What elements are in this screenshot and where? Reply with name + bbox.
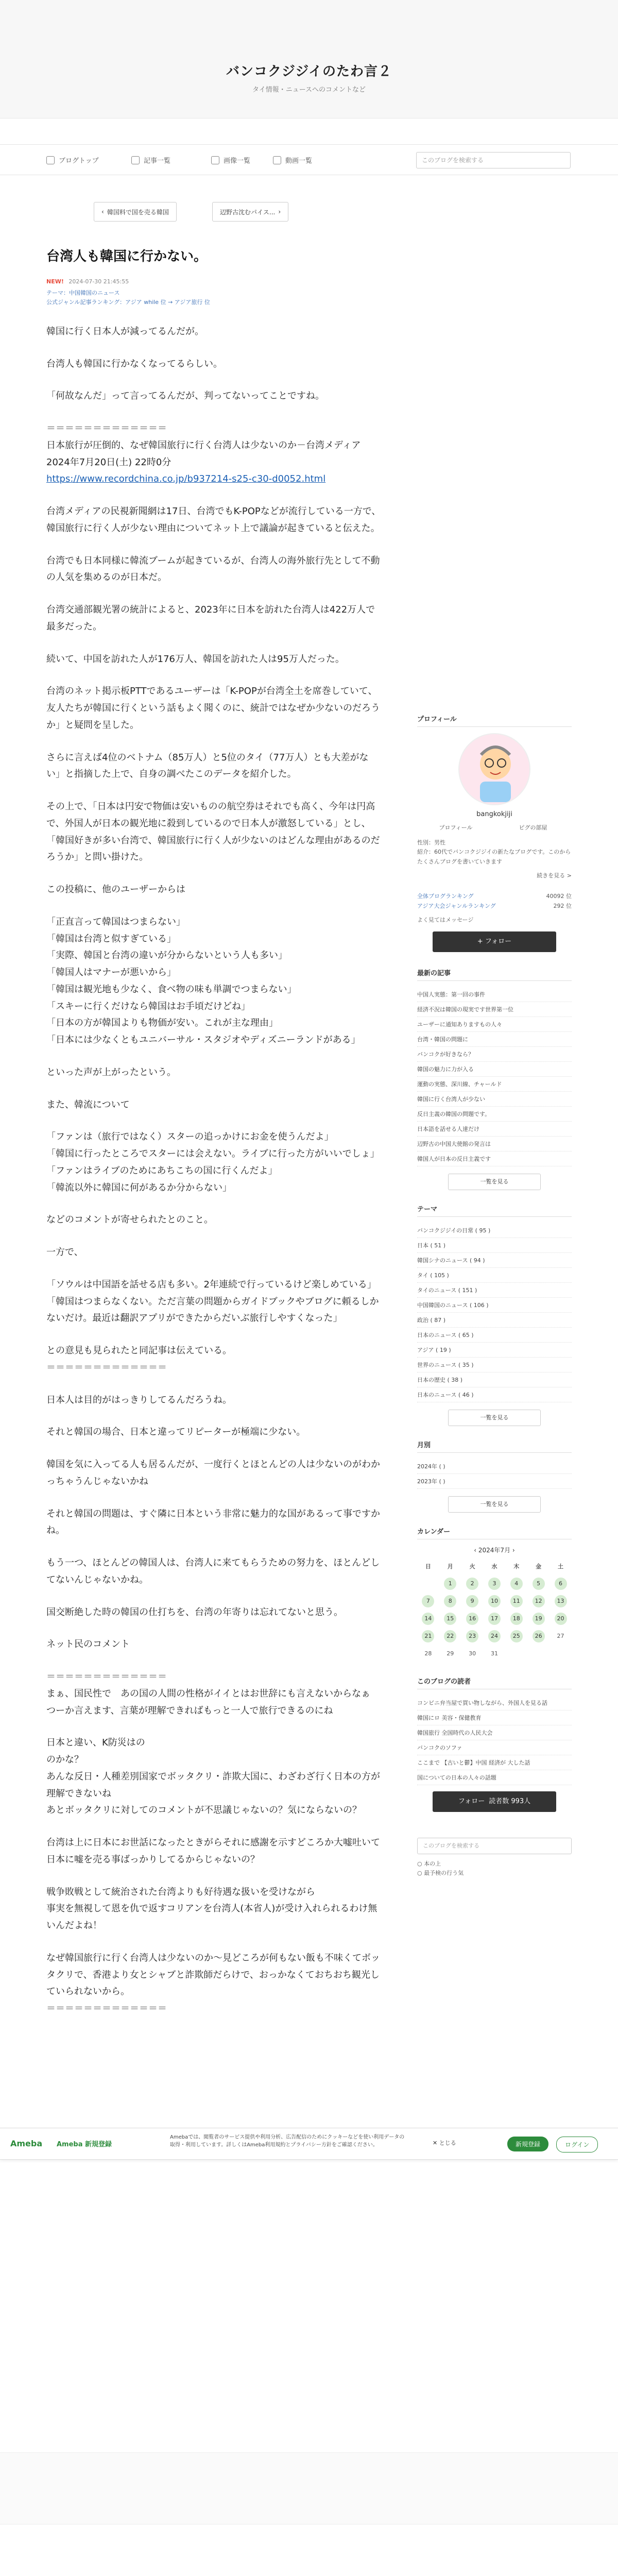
ranking-label: アジア大会ジャンルランキング <box>417 903 496 910</box>
archive-item[interactable]: 2023年 ( ) <box>417 1474 572 1489</box>
paragraph: もう一つ、ほとんどの韓国人は、台湾人に来てもらうための努力を、ほとんどしてないんじゃないかね。 <box>46 1557 380 1585</box>
paragraph: 台湾メディアの民視新聞網は17日、台湾でもK-POPなどが流行している一方で、韓国旅行に行く人が少ない理由についてネット上で議論が起きていると伝えた。 <box>46 506 381 534</box>
calendar-day[interactable]: 12 <box>527 1592 550 1610</box>
calendar-heading: カレンダー <box>417 1526 572 1539</box>
profile-more-link[interactable]: 続きを見る > <box>537 872 572 879</box>
cookie-close-label: とじる <box>439 2140 456 2146</box>
paragraph: 一方で、 <box>46 1247 83 1258</box>
paragraph: 国交断絶した時の韓国の仕打ちを、台湾の年寄りは忘れてないと思う。 <box>46 1606 343 1618</box>
calendar-day[interactable]: 25 <box>505 1628 527 1645</box>
cookie-close[interactable]: ✕ とじる <box>433 2140 456 2146</box>
profile-bio: 性別：男性 紹介：60代でバンコクジジイの新たなブログです。このからたくさんブログを書いていきます <box>417 839 571 866</box>
calendar-month <box>417 1546 572 1554</box>
weekday: 月 <box>447 1563 453 1570</box>
new-badge: NEW! <box>46 278 64 285</box>
theme-item[interactable]: 日本のニュース ( 65 ) <box>417 1328 572 1343</box>
article-body <box>46 324 381 2018</box>
article <box>46 247 381 2033</box>
calendar-day[interactable]: 15 <box>439 1610 461 1628</box>
calendar-day[interactable]: 24 <box>484 1628 506 1645</box>
home-icon <box>46 156 55 164</box>
paragraph: との意見も見られたと同記事は伝えている。 ＝＝＝＝＝＝＝＝＝＝＝＝＝ <box>46 1345 232 1373</box>
theme-item[interactable]: 中国韓国のニュース ( 106 ) <box>417 1298 572 1313</box>
calendar-day[interactable]: 20 <box>550 1610 572 1628</box>
calendar-day[interactable]: 7 <box>417 1592 439 1610</box>
prev-article-label: 韓国料で国を売る韓国 <box>107 208 169 216</box>
paragraph: 韓国を気に入ってる人も居るんだが、一度行くとほとんどの人は少ないのがわかっちゃうんじゃないかね <box>46 1459 380 1487</box>
list-item[interactable]: ユーザーに通知ありますもの人々 <box>417 1017 572 1032</box>
ranking-value: 292 位 <box>553 903 572 910</box>
calendar-week <box>417 1610 572 1628</box>
theme-item[interactable]: タイ ( 105 ) <box>417 1268 572 1283</box>
archive-item[interactable]: 2024年 ( ) <box>417 1459 572 1474</box>
list-item[interactable]: 韓国の魅力に力が入る <box>417 1062 572 1077</box>
calendar-day <box>527 1645 550 1663</box>
tab-profile[interactable]: プロフィール <box>439 824 473 831</box>
blog-header <box>0 0 618 118</box>
nav-videos[interactable] <box>273 155 312 165</box>
paragraph: それと韓国の場合、日本と違ってリピーターが極端に少ない。 <box>46 1427 306 1438</box>
weekday: 木 <box>513 1563 520 1570</box>
calendar-day <box>417 1575 439 1592</box>
prev-article-button[interactable] <box>94 202 177 222</box>
paragraph: また、韓流について <box>46 1099 130 1110</box>
calendar-day[interactable]: 22 <box>439 1628 461 1645</box>
theme-item[interactable]: 日本の歴史 ( 38 ) <box>417 1372 572 1387</box>
calendar-day: 31 <box>490 1650 498 1657</box>
paragraph: といった声が上がったという。 <box>46 1066 176 1078</box>
list-item[interactable]: 中国人実態：第一回の事件 <box>417 987 572 1002</box>
reader-count: 読者数 993人 <box>489 1797 531 1805</box>
calendar-day: 27 <box>557 1633 564 1639</box>
paragraph: 台湾のネット掲示板PTTであるユーザーは「K-POPが台湾全土を席巻していて、友人たちが韓国に行くという話もよく聞くのに、統計ではなぜか少ないのだろうか」と疑問を呈した。 <box>46 686 380 731</box>
reader-item[interactable]: ここまで 【古いと鬱】中国 経済が 大した話 <box>417 1755 572 1770</box>
list-icon <box>131 156 140 164</box>
calendar-week <box>417 1575 572 1592</box>
calendar-day[interactable]: 17 <box>484 1610 506 1628</box>
weekday: 火 <box>469 1563 475 1570</box>
calendar-day[interactable]: 3 <box>484 1575 506 1592</box>
article-meta <box>46 277 381 286</box>
latest-list <box>417 987 572 1166</box>
paragraph: 日本人は目的がはっきりしてるんだろうね。 <box>46 1394 232 1405</box>
blog-title[interactable]: バンコクジジイのたわ言２ <box>226 64 392 79</box>
video-icon <box>273 156 281 164</box>
calendar-week <box>417 1645 572 1663</box>
paragraph: この投稿に、他のユーザーからは <box>46 884 185 895</box>
calendar-day[interactable]: 13 <box>550 1592 572 1610</box>
theme-item[interactable]: 政治 ( 87 ) <box>417 1313 572 1328</box>
paragraph: などのコメントが寄せられたとのこと。 <box>46 1214 213 1226</box>
calendar-day[interactable]: 6 <box>550 1575 572 1592</box>
article-title[interactable]: 台湾人も韓国に行かない。 <box>46 249 208 264</box>
reader-item[interactable]: 韓国にロ 美容・保健教育 <box>417 1710 572 1725</box>
calendar-week <box>417 1592 572 1610</box>
ameba-logo[interactable]: Ameba <box>10 2139 43 2148</box>
follow-label: フォロー <box>458 1797 485 1805</box>
paragraph: ネット民のコメント <box>46 1639 130 1650</box>
theme-item[interactable]: 日本のニュース ( 46 ) <box>417 1387 572 1402</box>
sidebar-search-input[interactable]: このブログを検索する <box>417 1838 572 1854</box>
calendar-day: 29 <box>447 1650 454 1657</box>
article-ranking[interactable]: 公式ジャンル記事ランキング：アジア while 位 → アジア旅行 位 <box>46 298 210 306</box>
calendar-day[interactable]: 23 <box>461 1628 484 1645</box>
calendar-day <box>550 1645 572 1663</box>
chevron-right-icon[interactable]: › <box>512 1546 515 1554</box>
paragraph: 台湾は上に日本にお世話になったときがらそれに感謝を示すどころか大嘘吐いて日本に嘘を売る事ばっかりしてるからじゃないの？ <box>46 1837 380 1865</box>
paragraph: 韓国に行く日本人が減ってるんだが。 <box>46 326 204 337</box>
calendar-day[interactable]: 21 <box>417 1628 439 1645</box>
search-option-label: 最予検の行う気 <box>424 1870 464 1877</box>
register-button[interactable]: 新規登録 <box>507 2137 548 2151</box>
paragraph: ＝＝＝＝＝＝＝＝＝＝＝＝＝ まぁ、国民性で あの国の人間の性格がイイとはお世辞にも言えないからなぁ つーか言えます、言葉が理解できればもっと一人で旅行できるのにね <box>46 1671 371 1716</box>
tab-pigg-room[interactable]: ピグの部屋 <box>519 824 547 831</box>
list-item[interactable]: 反日主義の韓国の問題です。 <box>417 1107 572 1122</box>
list-item[interactable]: 辺野古の中国大使館の発言は <box>417 1137 572 1151</box>
list-item[interactable]: 韓国に行く台湾人が少ない <box>417 1092 572 1107</box>
chevron-right-icon: › <box>278 208 281 215</box>
calendar-month-label: 2024年7月 <box>478 1546 511 1554</box>
ameba-register-logo[interactable]: Ameba 新規登録 <box>57 2141 112 2148</box>
theme-more-button[interactable]: 一覧を見る <box>448 1410 541 1426</box>
calendar <box>417 1557 572 1663</box>
theme-item[interactable]: 世界のニュース ( 35 ) <box>417 1358 572 1372</box>
avatar[interactable] <box>458 733 530 805</box>
theme-heading: テーマ <box>417 1204 572 1217</box>
calendar-day[interactable]: 8 <box>439 1592 461 1610</box>
ranking-row[interactable] <box>417 892 572 902</box>
calendar-week <box>417 1628 572 1645</box>
profile-name[interactable]: bangkokjiji <box>476 810 512 818</box>
paragraph: 台湾人も韓国に行かなくなってるらしい。 <box>46 358 222 369</box>
theme-list <box>417 1223 572 1402</box>
paragraph: 「ソウルは中国語を話せる店も多い。2年連続で行っているけど楽しめている」 「韓国はつまらなくない。ただ言葉の問題からガイドブックやブログに頼るしかないだけ。最近は翻訳アプリができたからだいぶ旅行しやすくなった」 <box>46 1279 379 1324</box>
nav-articles[interactable] <box>131 155 170 165</box>
calendar-day[interactable]: 1 <box>439 1575 461 1592</box>
weekday: 金 <box>536 1563 542 1570</box>
profile-heading: プロフィール <box>417 714 572 727</box>
calendar-day[interactable]: 14 <box>417 1610 439 1628</box>
weekday: 土 <box>558 1563 564 1570</box>
ranking-box <box>417 892 572 925</box>
calendar-header-row <box>417 1557 572 1575</box>
ranking-value: 40092 位 <box>546 893 572 900</box>
reader-list <box>417 1696 572 1785</box>
calendar-day[interactable]: 5 <box>527 1575 550 1592</box>
search-option-label: 本の上 <box>424 1860 441 1867</box>
nav-blog-top[interactable] <box>46 155 99 165</box>
paragraph: 「正直言って韓国はつまらない」 「韓国は台湾と似すぎている」 「実際、韓国と台湾の違いが分からないという人も多い」 「韓国人はマナーが悪いから」 「韓国は観光地も少なく、食べ物の味も単調でつまらない」 「スキーに行くだけなら韓国はお手頃だけどね」 「日本の方が韓国よりも物価が安い。これが主な理由」 「日本には少なくともユニバーサル・スタジオやディズニーランドがある」 <box>46 916 360 1046</box>
list-item[interactable]: 経済不況は韓国の現実です世界第一位 <box>417 1002 572 1017</box>
search-input[interactable]: このブログを検索する <box>416 152 571 168</box>
chevron-left-icon[interactable]: ‹ <box>474 1546 478 1554</box>
calendar-day[interactable]: 19 <box>527 1610 550 1628</box>
calendar-day[interactable]: 11 <box>505 1592 527 1610</box>
theme-item[interactable]: 韓国シナのニュース ( 94 ) <box>417 1253 572 1268</box>
ranking-label: 全体ブログランキング <box>417 893 474 900</box>
nav-label: 記事一覧 <box>144 157 171 165</box>
ranking-note: よく見てはメッセージ <box>417 916 474 923</box>
nav-images[interactable] <box>211 155 250 165</box>
search-option[interactable]: ○ 本の上 <box>417 1860 441 1867</box>
paragraph: 戦争敗戦として統治された台湾よりも好待遇な扱いを受けながら 事実を無視して恩を仇で返すコリアンを台湾人(本省人)が受け入れられるわけ無いんだよね！ <box>46 1886 377 1931</box>
blog-subtitle: タイ情報・ニュースへのコメントなど <box>252 86 366 94</box>
paragraph: 台湾交通部観光署の統計によると、2023年に日本を訪れた台湾人は422万人で最多だった。 <box>46 604 375 632</box>
list-item[interactable]: 韓国人が日本の反日主義です <box>417 1151 572 1166</box>
calendar-day: 28 <box>424 1650 432 1657</box>
archive-heading: 月別 <box>417 1439 572 1453</box>
weekday: 水 <box>491 1563 497 1570</box>
list-item[interactable]: 運動の実態、深川線、チャールド <box>417 1077 572 1092</box>
chevron-left-icon: ‹ <box>101 208 104 215</box>
paragraph: ＝＝＝＝＝＝＝＝＝＝＝＝＝ 日本旅行が圧倒的、なぜ韓国旅行に行く台湾人は少ないのか－台湾メディア 2024年7月20日(土) 22時0分 <box>46 423 361 468</box>
calendar-day[interactable]: 2 <box>461 1575 484 1592</box>
reader-item[interactable]: 国についての日本の人々の話題 <box>417 1770 572 1785</box>
calendar-day: 30 <box>469 1650 476 1657</box>
paragraph: 続いて、中国を訪れた人が176万人、韓国を訪れた人は95万人だった。 <box>46 653 345 665</box>
calendar-body <box>417 1575 572 1663</box>
calendar-day[interactable]: 26 <box>527 1628 550 1645</box>
theme-item[interactable]: アジア ( 19 ) <box>417 1343 572 1358</box>
list-item[interactable]: 日本語を話せる人達だけ <box>417 1122 572 1137</box>
source-link[interactable]: https://www.recordchina.co.jp/b937214-s25-c30-d0052.html <box>46 473 326 485</box>
calendar-day[interactable]: 16 <box>461 1610 484 1628</box>
nav-label: ブログトップ <box>59 157 99 165</box>
latest-more-button[interactable]: 一覧を見る <box>448 1174 541 1190</box>
reader-heading: このブログの読者 <box>417 1676 572 1689</box>
reader-item[interactable]: 韓国旅行 全国時代の人民大会 <box>417 1725 572 1740</box>
article-divider-band <box>0 2452 618 2524</box>
next-article-button[interactable] <box>212 202 288 222</box>
list-item[interactable]: バンコクが好きなら？ <box>417 1047 572 1062</box>
latest-heading: 最新の記事 <box>417 968 572 981</box>
nav-label: 画像一覧 <box>224 157 251 165</box>
article-theme[interactable]: テーマ：中国韓国のニュース <box>46 289 120 296</box>
reader-item[interactable]: コンビニ弁当屋で買い物しながら、外国人を見る話 <box>417 1696 572 1710</box>
search-option[interactable]: ○ 最予検の行う気 <box>417 1870 464 1877</box>
list-item[interactable]: 台湾・韓国の問題に <box>417 1032 572 1047</box>
profile-illustration <box>459 734 530 805</box>
cookie-text: Amebaでは、閲覧者のサービス提供や利用分析、広告配信のためにクッキーなどを使い利用データの取得・利用しています。詳しくはAmeba利用規約とプライバシー方針をご確認ください。 <box>170 2134 405 2148</box>
calendar-day[interactable]: 4 <box>505 1575 527 1592</box>
calendar-day <box>505 1645 527 1663</box>
article-date: 2024-07-30 21:45:55 <box>68 278 129 285</box>
paragraph: なぜ韓国旅行に行く台湾人は少ないのか～見どころが何もない飯も不味くてボッタクリで、香港より女とシャブと詐欺師だらけで、おっかなくておちおち観光していられないから。 ＝＝＝＝＝＝＝＝＝＝＝＝＝ <box>46 1952 380 2014</box>
reader-item[interactable]: バンコクのソファ <box>417 1740 572 1755</box>
profile-tabs <box>417 823 572 833</box>
archive-more-button[interactable]: 一覧を見る <box>448 1496 541 1513</box>
ranking-row[interactable] <box>417 902 572 911</box>
paragraph: その上で、「日本は円安で物価は安いものの航空券はそれでも高く、今年は円高で、外国人が日本の観光地に殺到しているので日本人が激怒している」とし、「韓国好きが多い台湾で、韓国旅行に行く人が少ないのはどんな理由があるのだろうか」と問い掛けた。 <box>46 801 380 863</box>
weekday: 日 <box>425 1563 431 1570</box>
paragraph: それと韓国の問題は、すぐ隣に日本という非常に魅力的な国があるって事ですかね。 <box>46 1508 380 1536</box>
paragraph: さらに言えば4位のベトナム（85万人）と5位のタイ（77万人）とも大差がない」と指摘した上で、自身の調べたこのデータを紹介した。 <box>46 752 369 780</box>
paragraph: 「何故なんだ」って言ってるんだが、判ってないってことですね。 <box>46 391 324 402</box>
calendar-day[interactable]: 9 <box>461 1592 484 1610</box>
cookie-banner <box>0 2128 618 2160</box>
calendar-day[interactable]: 10 <box>484 1592 506 1610</box>
reader-follow-button[interactable] <box>433 1791 556 1812</box>
nav-label: 動画一覧 <box>285 157 313 165</box>
login-button[interactable]: ログイン <box>556 2137 598 2153</box>
sidebar <box>417 714 572 1878</box>
theme-item[interactable]: タイのニュース ( 151 ) <box>417 1283 572 1298</box>
theme-item[interactable]: 日本 ( 51 ) <box>417 1238 572 1253</box>
paragraph: 「ファンは（旅行ではなく）スターの追っかけにお金を使うんだよ」 「韓国に行ったところでスターには会えない。ライブに行った方がいいでしょ」 「ファンはライブのためにあちこちの国に行くんだよ」 「韓流以外に韓国に何があるか分からない」 <box>46 1131 380 1193</box>
paragraph: 日本と違い、K防災はの のかな？ あんな反日・人種差別国家でボッタクリ・詐欺大国に、わざわざ行く日本の方が理解できないね あとボッタクリに対してのコメントが不思議じゃないの？気にならないの？ <box>46 1737 380 1816</box>
image-icon <box>211 156 219 164</box>
follow-button[interactable]: + フォロー <box>433 931 556 952</box>
calendar-day[interactable]: 18 <box>505 1610 527 1628</box>
paragraph: 台湾でも日本同様に韓流ブームが起きているが、台湾人の海外旅行先として不動の人気を集めるのが日本だ。 <box>46 555 380 583</box>
global-nav <box>0 144 618 175</box>
next-article-label: 辺野古沈むパイス... <box>220 208 276 216</box>
theme-item[interactable]: バンコクジジイの日常 ( 95 ) <box>417 1223 572 1238</box>
